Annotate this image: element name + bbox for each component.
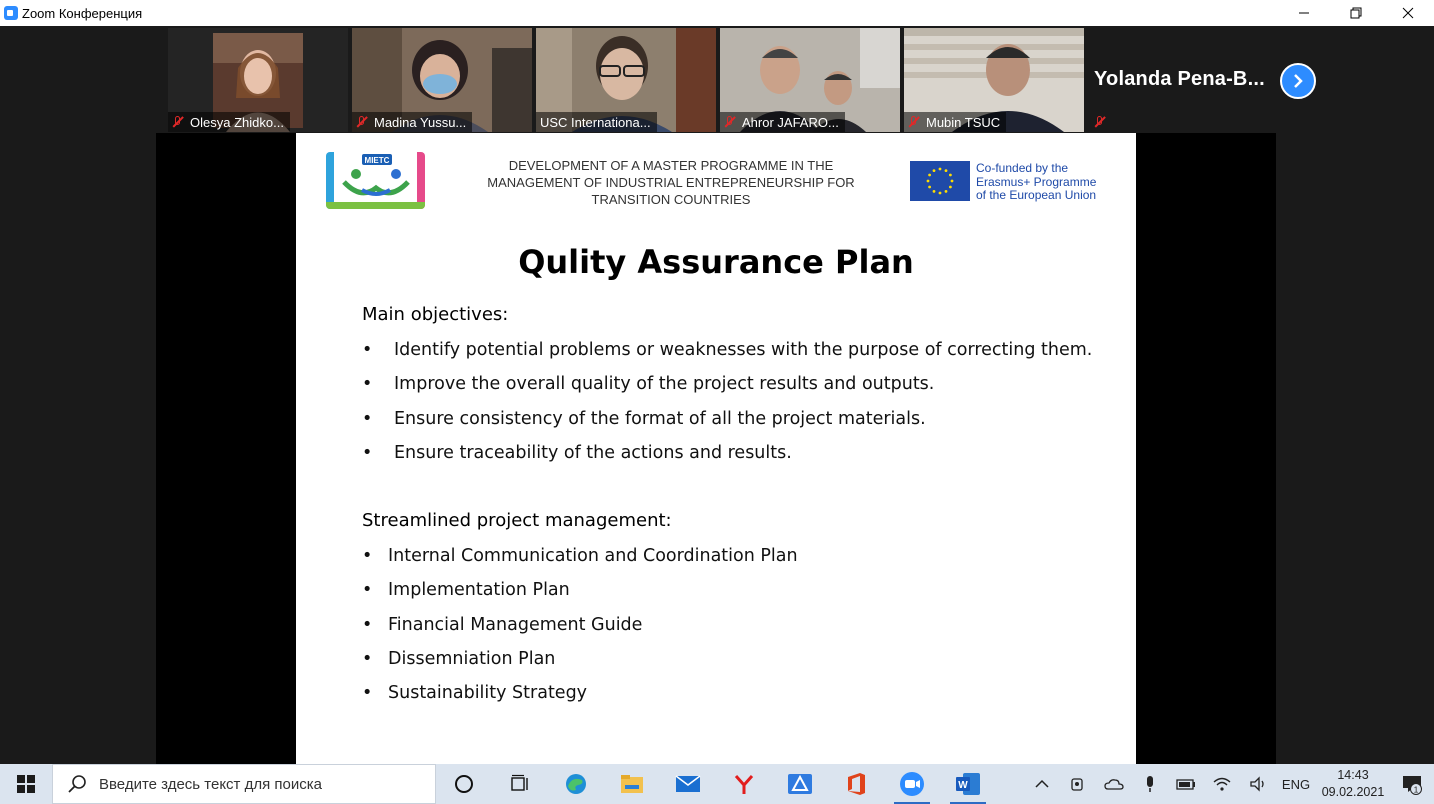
taskbar-search[interactable] bbox=[52, 764, 436, 804]
zoom-app-icon bbox=[4, 6, 18, 20]
minimize-button[interactable] bbox=[1278, 0, 1330, 26]
list-item-text: Improve the overall quality of the project results and outputs. bbox=[394, 374, 935, 395]
edge-icon bbox=[564, 772, 588, 796]
bullet-icon: • bbox=[362, 340, 373, 360]
yandex-button[interactable] bbox=[716, 764, 772, 804]
objectives-list bbox=[362, 333, 1092, 470]
header-line-2: MANAGEMENT OF INDUSTRIAL ENTREPRENEURSHIP FOR bbox=[487, 175, 855, 190]
svg-text:W: W bbox=[958, 780, 968, 791]
office-button[interactable] bbox=[828, 764, 884, 804]
mietc-logo bbox=[326, 152, 425, 209]
bullet-icon: • bbox=[362, 580, 373, 601]
bullet-icon: • bbox=[362, 408, 373, 429]
restore-icon bbox=[1350, 7, 1362, 19]
bullet-icon: • bbox=[362, 648, 373, 669]
participant-name: Olesya Zhidko... bbox=[190, 114, 284, 130]
microphone-button[interactable] bbox=[1132, 764, 1168, 804]
presentation-slide bbox=[296, 133, 1136, 764]
list-item-text: Identify potential problems or weaknesses with the purpose of correcting them. bbox=[394, 340, 1093, 360]
system-tray bbox=[1024, 764, 1434, 804]
participant-name: Ahror JAFARO... bbox=[742, 114, 839, 130]
participant-name: Yolanda Pena-B... bbox=[1094, 68, 1265, 90]
mietc-logo-graphic bbox=[326, 152, 425, 209]
chevron-up-icon bbox=[1035, 779, 1049, 789]
wifi-icon bbox=[1212, 776, 1232, 792]
task-view-icon bbox=[510, 774, 530, 794]
participant-tile[interactable] bbox=[720, 28, 900, 132]
participant-name: Mubin TSUC bbox=[926, 114, 1001, 130]
word-button[interactable] bbox=[940, 764, 996, 804]
clock-time: 14:43 bbox=[1337, 768, 1369, 782]
search-input[interactable] bbox=[97, 775, 421, 794]
participant-strip bbox=[168, 28, 1268, 132]
list-item bbox=[362, 642, 798, 676]
volume-button[interactable] bbox=[1240, 764, 1276, 804]
mic-muted-icon bbox=[1094, 116, 1106, 128]
next-participants-button[interactable] bbox=[1280, 63, 1316, 99]
list-item bbox=[362, 436, 1092, 470]
window-title: Zoom Конференция bbox=[22, 5, 143, 21]
header-line-3: TRANSITION COUNTRIES bbox=[591, 192, 751, 207]
restore-button[interactable] bbox=[1330, 0, 1382, 26]
onedrive-icon bbox=[1104, 777, 1124, 791]
edge-button[interactable] bbox=[548, 764, 604, 804]
taskbar-clock[interactable] bbox=[1316, 764, 1390, 804]
clock-date: 09.02.2021 bbox=[1321, 785, 1385, 799]
file-explorer-button[interactable] bbox=[604, 764, 660, 804]
bullet-icon: • bbox=[362, 546, 373, 566]
notification-count: 1 bbox=[1413, 784, 1419, 795]
participant-nameplate bbox=[352, 112, 472, 132]
bullet-icon: • bbox=[362, 614, 373, 635]
list-item-text: Sustainability Strategy bbox=[388, 683, 588, 704]
window-controls bbox=[1278, 0, 1434, 26]
eu-flag bbox=[910, 161, 970, 201]
list-item-text: Implementation Plan bbox=[388, 580, 570, 601]
participant-nameplate bbox=[536, 112, 657, 132]
windows-taskbar bbox=[0, 764, 1434, 804]
participant-tile[interactable] bbox=[168, 28, 348, 132]
participant-nameplate bbox=[168, 112, 290, 132]
show-hidden-icons-button[interactable] bbox=[1024, 764, 1060, 804]
battery-icon bbox=[1176, 777, 1196, 791]
meet-now-button[interactable] bbox=[1060, 764, 1096, 804]
microphone-icon bbox=[1144, 775, 1156, 793]
list-item bbox=[362, 676, 798, 710]
eu-text-line-1: Co-funded by the bbox=[976, 161, 1069, 175]
participant-name: USC Internationa... bbox=[540, 114, 651, 130]
wifi-button[interactable] bbox=[1204, 764, 1240, 804]
volume-icon bbox=[1249, 776, 1267, 792]
participant-tile[interactable] bbox=[904, 28, 1084, 132]
bullet-icon: • bbox=[362, 374, 373, 395]
bullet-icon: • bbox=[362, 442, 373, 463]
cortana-icon bbox=[454, 774, 474, 794]
windows-logo-icon bbox=[17, 775, 35, 793]
participant-tile-active-speaker[interactable] bbox=[536, 28, 716, 132]
eu-text-line-2: Erasmus+ Programme bbox=[976, 174, 1097, 189]
task-view-button[interactable] bbox=[492, 764, 548, 804]
list-item-text: Ensure consistency of the format of all the project materials. bbox=[394, 408, 926, 429]
list-item bbox=[362, 333, 1092, 367]
azure-button[interactable] bbox=[772, 764, 828, 804]
slide-title: Qulity Assurance Plan bbox=[518, 243, 914, 281]
participant-tile-video-off[interactable] bbox=[1088, 28, 1268, 132]
mail-button[interactable] bbox=[660, 764, 716, 804]
mic-muted-icon bbox=[172, 116, 184, 128]
onedrive-button[interactable] bbox=[1096, 764, 1132, 804]
yandex-icon bbox=[733, 773, 755, 795]
start-button[interactable] bbox=[0, 764, 52, 804]
list-item bbox=[362, 367, 1092, 401]
azure-icon bbox=[787, 773, 813, 795]
mic-muted-icon bbox=[356, 116, 368, 128]
cortana-button[interactable] bbox=[436, 764, 492, 804]
mietc-logo-text: MIETC bbox=[364, 156, 390, 165]
search-icon bbox=[67, 774, 87, 794]
zoom-icon bbox=[899, 771, 925, 797]
section-title-objectives: Main objectives: bbox=[362, 304, 509, 325]
taskbar-pinned-apps bbox=[436, 764, 996, 804]
window-titlebar bbox=[0, 0, 1434, 26]
office-icon bbox=[845, 772, 867, 796]
list-item-text: Financial Management Guide bbox=[388, 614, 643, 635]
meeting-area bbox=[0, 26, 1434, 764]
action-center-button[interactable] bbox=[1390, 764, 1434, 804]
mic-muted-icon bbox=[908, 116, 920, 128]
close-button[interactable] bbox=[1382, 0, 1434, 26]
word-icon bbox=[955, 772, 981, 796]
input-language-button[interactable]: ENG bbox=[1281, 776, 1311, 792]
meet-now-icon bbox=[1070, 776, 1086, 792]
participant-nameplate bbox=[720, 112, 845, 132]
close-icon bbox=[1402, 7, 1414, 19]
shared-screen bbox=[156, 133, 1276, 764]
eu-cofunded-text bbox=[976, 162, 1096, 203]
list-item bbox=[362, 608, 798, 642]
chevron-right-icon bbox=[1291, 73, 1305, 89]
participant-tile[interactable] bbox=[352, 28, 532, 132]
minimize-icon bbox=[1298, 7, 1310, 19]
mic-muted-icon bbox=[724, 116, 736, 128]
list-item-text: Internal Communication and Coordination Plan bbox=[388, 546, 798, 566]
zoom-button[interactable] bbox=[884, 764, 940, 804]
eu-text-line-3: of the European Union bbox=[976, 188, 1097, 202]
participant-nameplate bbox=[904, 112, 1006, 132]
file-explorer-icon bbox=[620, 773, 644, 795]
participant-name: Madina Yussu... bbox=[374, 114, 467, 130]
notification-icon bbox=[1401, 773, 1423, 795]
section-title-management: Streamlined project management: bbox=[362, 510, 672, 531]
list-item-text: Dissemniation Plan bbox=[388, 648, 556, 669]
list-item bbox=[362, 402, 1092, 436]
list-item bbox=[362, 539, 798, 573]
mail-icon bbox=[675, 774, 701, 794]
management-list bbox=[362, 539, 798, 710]
battery-button[interactable] bbox=[1168, 764, 1204, 804]
list-item-text: Ensure traceability of the actions and results. bbox=[394, 442, 792, 463]
list-item bbox=[362, 573, 798, 607]
eu-stars-icon bbox=[910, 161, 970, 201]
header-line-1: DEVELOPMENT OF A MASTER PROGRAMME IN THE bbox=[508, 158, 834, 173]
bullet-icon: • bbox=[362, 683, 373, 704]
project-header-text bbox=[456, 157, 886, 208]
